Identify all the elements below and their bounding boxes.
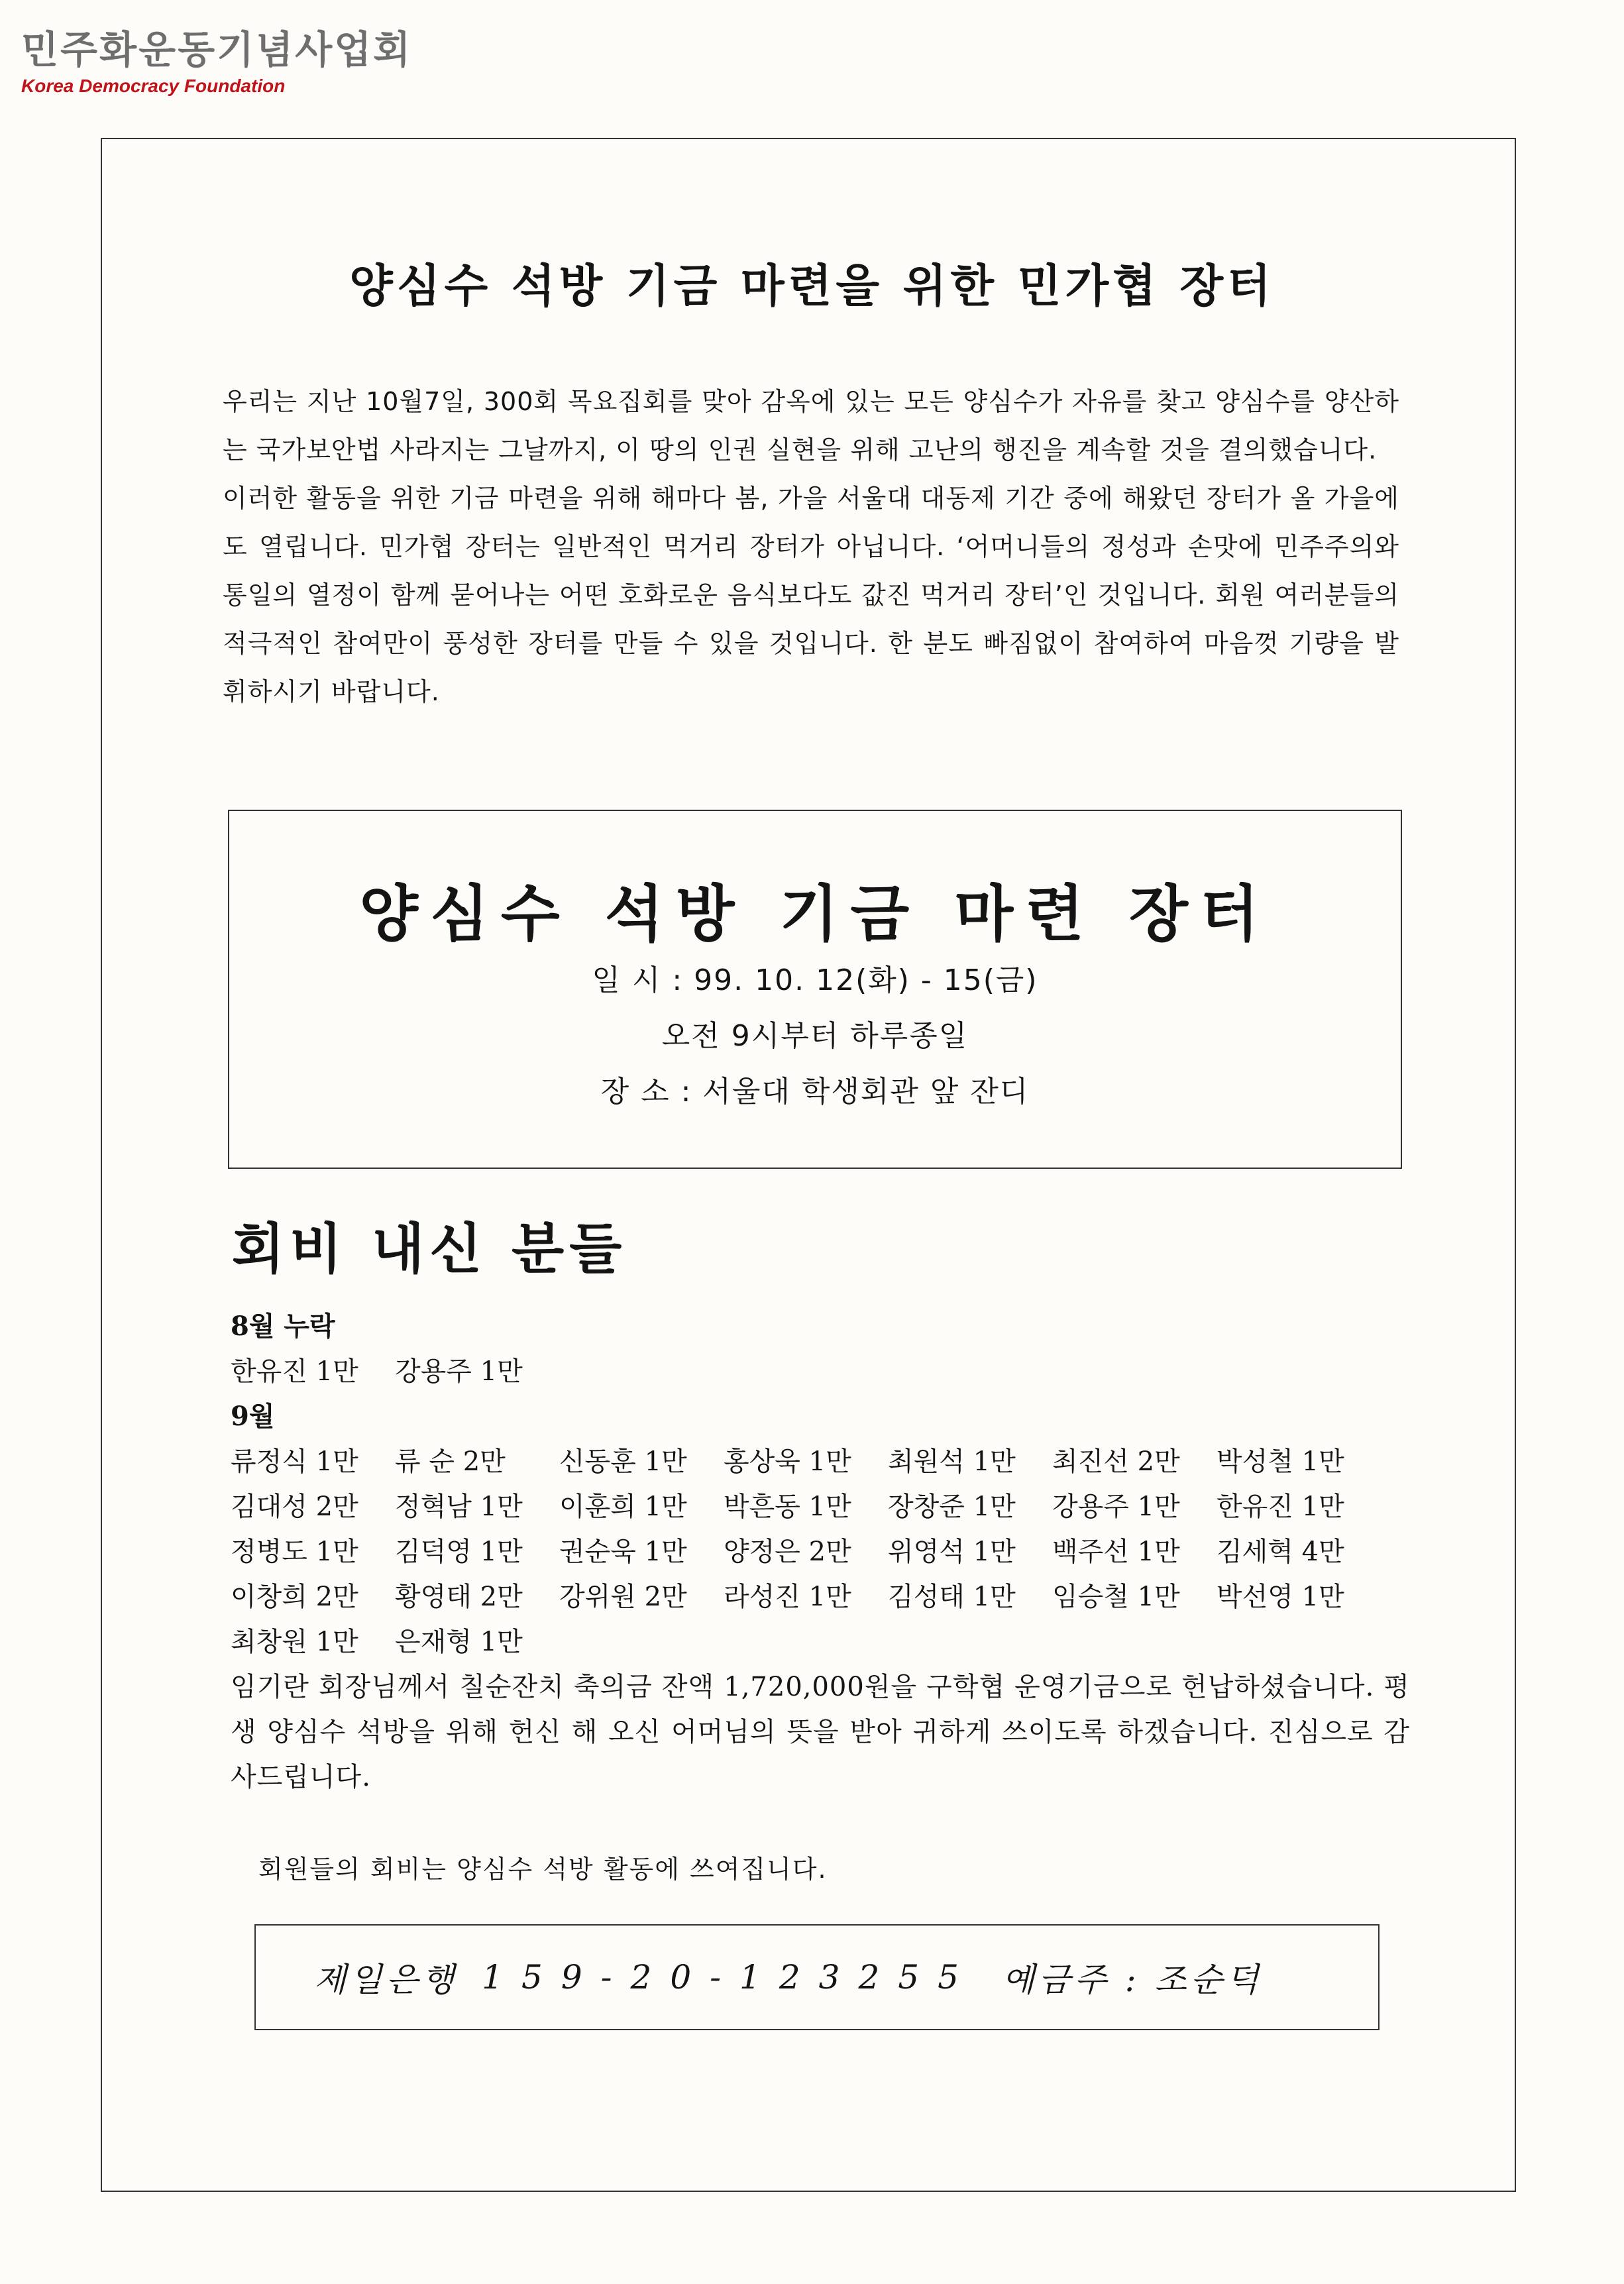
list-item: 최창원 1만 (231, 1627, 358, 1657)
list-item: 김세혁 4만 (1217, 1537, 1344, 1567)
page-title: 양심수 석방 기금 마련을 위한 민가협 장터 (349, 260, 1275, 313)
list-item: 장창준 1만 (888, 1492, 1016, 1522)
intro-paragraph-2: 이러한 활동을 위한 기금 마련을 위해 해마다 봄, 가을 서울대 대동제 기간 중에 해왔던 장터가 올 가을에도 열립니다. 민가협 장터는 일반적인 먹거리 장터가 아닙니다. ‘어머니들의 정성과 손맛에 민주주의와 통일의 열정이 함께 묻어나는 어떤 호화로운 음식보다도 값진 먹거리 장터’인 것입니다. 회원 여러분들의 적극적인 참여만이 풍성한 장터를 만들 수 있을 것입니다. 한 분도 빠짐없이 참여하여 마음껏 기량을 발휘하시기 바랍니다. (223, 484, 1400, 706)
event-time: 오전 9시부터 하루종일 (661, 1019, 969, 1053)
list-item: 위영석 1만 (888, 1537, 1016, 1567)
dues-list (231, 1304, 1410, 1800)
list-item: 한유진 1만 (231, 1356, 358, 1387)
logo-english-text: Korea Democracy Foundation (21, 76, 286, 96)
foundation-logo (21, 19, 412, 97)
list-item: 최진선 2만 (1052, 1446, 1180, 1477)
september-heading: 9월 (231, 1401, 275, 1432)
logo-korean-text: 민주화운동기념사업회 (21, 27, 413, 72)
list-item: 홍상욱 1만 (724, 1446, 851, 1477)
list-item: 권순욱 1만 (559, 1537, 687, 1567)
list-item: 박흔동 1만 (724, 1492, 851, 1522)
list-item: 이창희 2만 (231, 1582, 358, 1612)
event-place: 장 소 : 서울대 학생회관 앞 잔디 (600, 1075, 1030, 1109)
list-item: 최원석 1만 (888, 1446, 1016, 1477)
list-item: 임승철 1만 (1052, 1582, 1180, 1612)
list-item: 강용주 1만 (395, 1356, 523, 1387)
intro-text (223, 378, 1399, 716)
list-item: 양정은 2만 (724, 1537, 851, 1567)
list-item: 정혁남 1만 (395, 1492, 523, 1522)
list-item: 정병도 1만 (231, 1537, 358, 1567)
event-date: 일 시 : 99. 10. 12(화) - 15(금) (592, 963, 1038, 997)
list-item: 김성태 1만 (888, 1582, 1016, 1612)
event-title: 양심수 석방 기금 마련 장터 (359, 879, 1271, 950)
event-info-box (228, 810, 1402, 1169)
list-item: 황영태 2만 (395, 1582, 523, 1612)
list-item: 한유진 1만 (1217, 1492, 1344, 1522)
bank-name: 제일은행 (314, 1961, 459, 1999)
donation-note: 임기란 회장님께서 칠순잔치 축의금 잔액 1,720,000원을 구학협 운영기금으로 헌납하셨습니다. 평생 양심수 석방을 위해 헌신 해 오신 어머님의 뜻을 받아 귀하게 쓰이도록 하겠습니다. 진심으로 감사드립니다. (231, 1672, 1410, 1792)
account-number: 159-20-123255 (482, 1958, 977, 1996)
august-entries (231, 1349, 1410, 1394)
intro-paragraph-1: 우리는 지난 10월7일, 300회 목요집회를 맞아 감옥에 있는 모든 양심수가 자유를 찾고 양심수를 양산하는 국가보안법 사라지는 그날까지, 이 땅의 인권 실현을 위해 고난의 행진을 계속할 것을 결의했습니다. (223, 387, 1399, 464)
september-entries (231, 1439, 1410, 1664)
list-item: 은재형 1만 (395, 1627, 523, 1657)
dues-usage-note: 회원들의 회비는 양심수 석방 활동에 쓰여집니다. (258, 1855, 828, 1884)
list-item: 강용주 1만 (1052, 1492, 1180, 1522)
list-item: 류정식 1만 (231, 1446, 358, 1477)
list-item: 신동훈 1만 (559, 1446, 687, 1477)
bank-account-box (254, 1924, 1380, 2030)
list-item: 김덕영 1만 (395, 1537, 523, 1567)
account-holder: 예금주 : 조순덕 (1002, 1961, 1263, 1999)
august-heading: 8월 누락 (231, 1311, 335, 1342)
list-item: 류 순 2만 (395, 1446, 506, 1477)
list-item: 이훈희 1만 (559, 1492, 687, 1522)
list-item: 김대성 2만 (231, 1492, 358, 1522)
list-item: 박성철 1만 (1217, 1446, 1344, 1477)
list-item: 강위원 2만 (559, 1582, 687, 1612)
dues-section-title: 회비 내신 분들 (232, 1218, 627, 1281)
list-item: 라성진 1만 (724, 1582, 851, 1612)
list-item: 백주선 1만 (1052, 1537, 1180, 1567)
list-item: 박선영 1만 (1217, 1582, 1344, 1612)
